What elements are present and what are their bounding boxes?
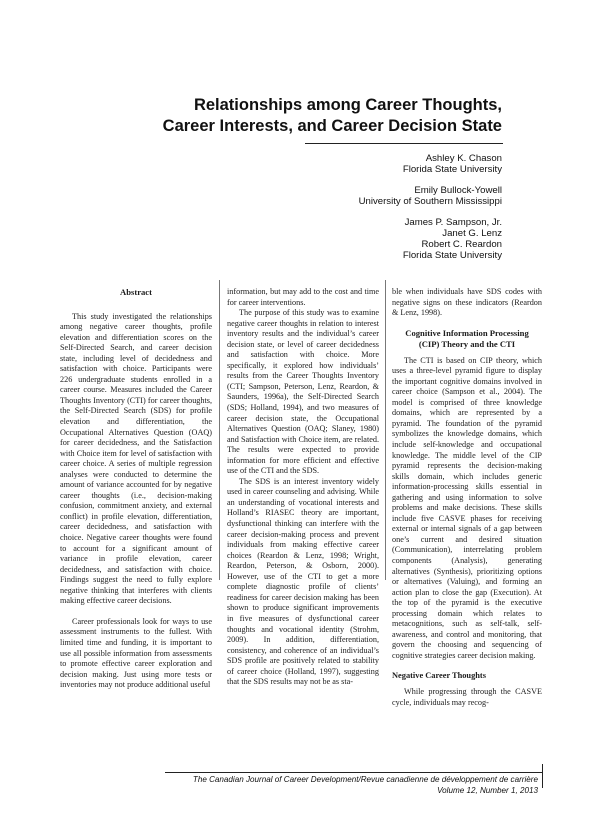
author-block-2 [359, 185, 502, 207]
author-block-1 [359, 153, 502, 175]
author-name: Ashley K. Chason [425, 153, 502, 164]
column-3 [392, 287, 542, 708]
article-title-line1: Relationships among Career Thoughts, [193, 96, 502, 114]
article-title [163, 95, 502, 137]
column-1 [60, 287, 212, 691]
article-title-line2: Career Interests, and Career Decision State [162, 117, 502, 135]
author-name: Robert C. Reardon [421, 239, 502, 250]
footer-divider [165, 772, 542, 773]
author-name: Janet G. Lenz [442, 228, 502, 239]
journal-footer [193, 775, 538, 796]
author-affiliation: University of Southern Mississippi [358, 196, 502, 207]
title-divider [305, 143, 503, 144]
sds-paragraph: The SDS is an interest inventory widely used in career counseling and advising. While an understanding of vocational interests and Holland’s RIASEC theory are important, dysfunctional thinking can interfere with the career decision-making process and prevent individuals from making effective career choices (Reardon & Lenz, 1998; Wright, Reardon, Peterson, & Osborn, 2000). However, use of the CTI to get a more complete diagnostic profile of clients’ readiness for career decision making has been shown to produce significant improvements in five measures of dysfunctional career thoughts and vocational identity (Strohm, 2009). In addition, differentiation, consistency, and coherence of an individual’s SDS profile are positively related to stability of career choice (Holland, 1997), suggesting that the SDS results may not be as sta- [227, 476, 379, 687]
paragraph-continued: information, but may add to the cost and time for career interventions. [227, 287, 379, 307]
author-affiliation: Florida State University [402, 250, 502, 261]
purpose-paragraph: The purpose of this study was to examine negative career thoughts in relation to interest inventory results and the individual’s career decision state, or level of career decidedness and satisfaction with choice. More specifically, it explored how individuals’ results from the Career Thoughts Inventory (CTI; Sampson, Peterson, Lenz, Reardon, & Saunders, 1996a), the Self-Directed Search (SDS; Holland, 1994), and two measures of career decision state, the Occupational Alternatives Question (OAQ; Slaney, 1980) and Satisfaction with Choice item, are related. The results were expected to provide information for more efficient and effective use of the CTI and the SDS. [227, 308, 379, 476]
section-heading-line2: (CIP) Theory and the CTI [418, 338, 516, 349]
column-2 [227, 287, 379, 688]
footer-vertical-rule [542, 764, 543, 788]
section-heading-negative-thoughts: Negative Career Thoughts [392, 670, 486, 680]
negative-thoughts-paragraph: While progressing through the CASVE cycle, individuals may recog- [392, 687, 542, 707]
author-block-3 [359, 217, 502, 261]
abstract-heading: Abstract [120, 287, 152, 297]
column-divider-2 [385, 280, 386, 580]
journal-name: The Canadian Journal of Career Development/Revue canadienne de développement de carrière [192, 775, 538, 784]
author-name: Emily Bullock-Yowell [414, 185, 502, 196]
section-heading-cip [392, 328, 542, 350]
journal-volume: Volume 12, Number 1, 2013 [437, 785, 538, 795]
abstract-text: This study investigated the relationships among negative career thoughts, profile elevation and differentiation scores on the Self-Directed Search, and career decision state, including level of decidedness and satisfaction with choice. Participants were 226 undergraduate students enrolled in a career course. Measures included the Career Thoughts Inventory (CTI) for career thoughts, the Self-Directed Search (SDS) for profile elevation and differentiation, the Occupational Alternatives Question (OAQ) for career decidedness, and the Satisfaction with Choice item for level of satisfaction with career choice. A series of multiple regression analyses were conducted to determine the amount of variance accounted for by negative career thoughts (i.e., decision-making confusion, commitment anxiety, and external conflict) in profile elevation, differentiation, career decidedness, and satisfaction with choice. Negative career thoughts were found to account for a significant amount of variance in profile elevation, career decidedness, and satisfaction with choice. Findings suggest the need to fully explore negative thinking that interferes with clients making effective career decisions. [60, 311, 212, 606]
author-name: James P. Sampson, Jr. [404, 217, 502, 228]
intro-paragraph: Career professionals look for ways to use assessment instruments to the fullest. With limited time and funding, it is important to use all possible information from assessments to promote effective career exploration and decision making. Just using more tests or inventories may not produce additional useful [60, 616, 212, 690]
column-divider-1 [219, 280, 220, 580]
section-heading-line1: Cognitive Information Processing [405, 327, 529, 338]
paragraph-continued: ble when individuals have SDS codes with negative signs on these indicators (Reardon & Lenz, 1998). [392, 287, 542, 318]
author-affiliation: Florida State University [402, 164, 502, 175]
cip-paragraph: The CTI is based on CIP theory, which uses a three-level pyramid figure to display the important cognitive domains involved in career choice (Sampson et al., 2004). The model is comprised of three knowledge domains, which are represented by a pyramid. The foundation of the pyramid symbolizes the knowledge domains, which include self-knowledge and occupational knowledge. The middle level of the CIP pyramid represents the decision-making skills domain, which includes generic information-processing skills essential in gathering and using information to solve problems and make decisions. These skills include five CASVE phases for receiving external or internal signals of a gap between one’s current and desired situation (Communication), interrelating problem components (Analysis), generating alternatives (Synthesis), prioritizing options or alternatives (Valuing), and forming an action plan to close the gap (Execution). At the top of the pyramid is the executive processing domain which relates to metacognitions, such as self-talk, self-awareness, and control and monitoring, that govern the choosing and sequencing of cognitive strategies career decision making. [392, 355, 542, 660]
author-list [359, 153, 502, 271]
